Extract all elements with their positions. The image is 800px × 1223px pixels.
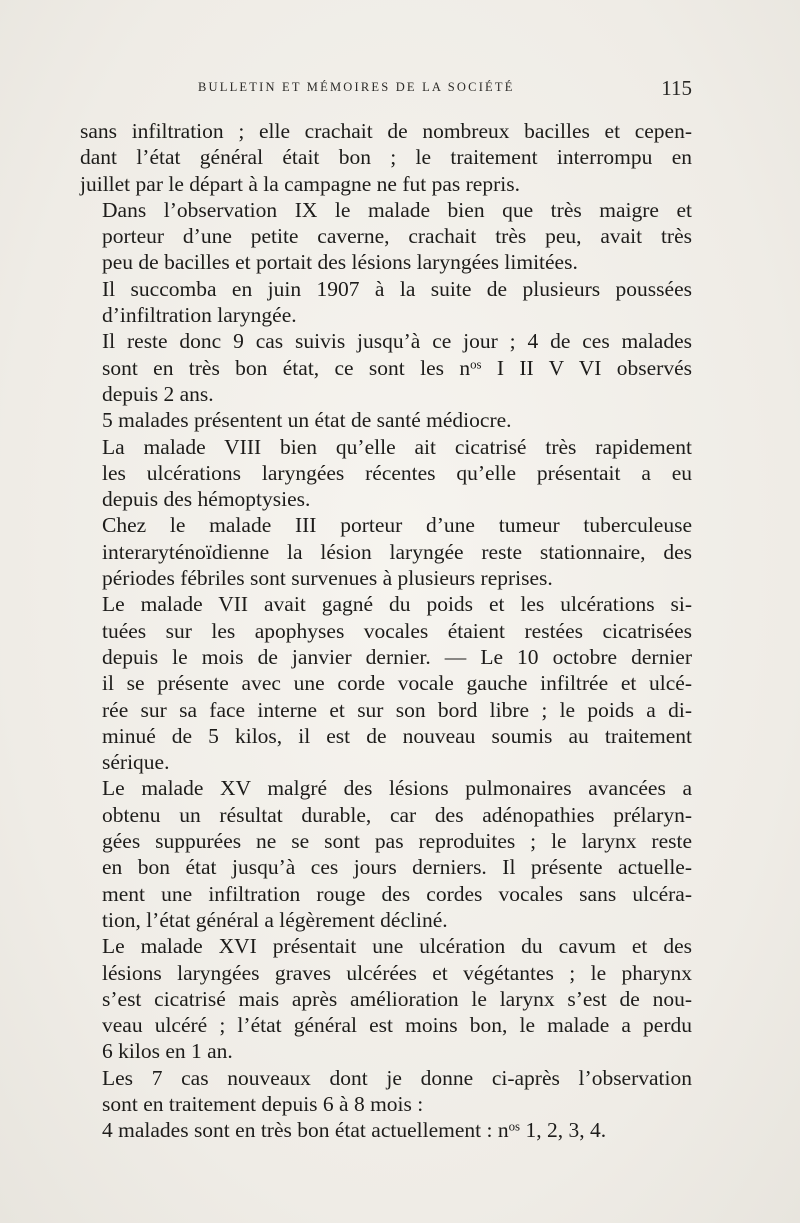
text-line: Le malade XVI présentait une ulcération du cavum et des (102, 934, 692, 959)
text-line: minué de 5 kilos, il est de nouveau soumis au traitement (102, 723, 692, 748)
paragraph (80, 775, 692, 933)
text-line: Il succomba en juin 1907 à la suite de plusieurs poussées (102, 276, 692, 301)
paragraph (80, 933, 692, 1064)
paragraph (80, 591, 692, 775)
text-line: tion, l’état général a légèrement décliné. (102, 907, 448, 932)
text-line: Le malade VII avait gagné du poids et les ulcérations si- (102, 592, 692, 617)
text-line: depuis 2 ans. (102, 381, 214, 406)
text-line: lésions laryngées graves ulcérées et végétantes ; le pharynx (102, 960, 692, 985)
text-line: Les 7 cas nouveaux dont je donne ci-après l’observation (102, 1065, 692, 1090)
text-line: Dans l’observation IX le malade bien que très maigre et (102, 197, 692, 222)
text-line: sérique. (102, 750, 170, 775)
text-line: interaryténoïdienne la lésion laryngée reste stationnaire, des (102, 539, 692, 564)
text-line: d’infiltration laryngée. (102, 303, 297, 328)
text-line: 6 kilos en 1 an. (102, 1039, 233, 1064)
text-line: s’est cicatrisé mais après amélioration le larynx s’est de nou- (102, 986, 692, 1011)
text-line: rée sur sa face interne et sur son bord libre ; le poids a di- (102, 697, 692, 722)
text-line: dant l’état général était bon ; le traitement interrompu en (80, 145, 692, 170)
text-line: ment une infiltration rouge des cordes vocales sans ulcéra- (102, 881, 692, 906)
text-line: juillet par le départ à la campagne ne fut pas repris. (80, 171, 520, 196)
text-line: sont en très bon état, ce sont les $n^{os}$ I II V VI observés (102, 355, 692, 380)
text-line: La malade VIII bien qu’elle ait cicatrisé très rapidement (102, 434, 692, 459)
text-line: peu de bacilles et portait des lésions laryngées limitées. (102, 250, 578, 275)
text-line: 5 malades présentent un état de santé médiocre. (102, 408, 512, 433)
paragraph (80, 434, 692, 513)
running-head: BULLETIN ET MÉMOIRES DE LA SOCIÉTÉ (198, 80, 515, 94)
text-line: porteur d’une petite caverne, crachait très peu, avait très (102, 224, 692, 249)
paragraph (80, 1065, 692, 1118)
paragraph (80, 1117, 692, 1143)
paragraph (80, 197, 692, 276)
paragraph (80, 512, 692, 591)
text-line: depuis des hémoptysies. (102, 487, 311, 512)
text-line: sans infiltration ; elle crachait de nombreux bacilles et cepen- (80, 119, 692, 143)
paragraph (80, 407, 692, 433)
text-line: obtenu un résultat durable, car des adénopathies prélaryn- (102, 802, 692, 827)
text-line: Il reste donc 9 cas suivis jusqu’à ce jour ; 4 de ces malades (102, 329, 692, 354)
text-line: 4 malades sont en très bon état actuellement : $n^{os}$ 1, 2, 3, 4. (102, 1118, 607, 1143)
text-line: les ulcérations laryngées récentes qu’elle présentait a eu (102, 460, 692, 485)
text-line: Chez le malade III porteur d’une tumeur tuberculeuse (102, 513, 692, 538)
text-line: il se présente avec une corde vocale gauche infiltrée et ulcé- (102, 671, 692, 696)
text-line: tuées sur les apophyses vocales étaient restées cicatrisées (102, 618, 692, 643)
text-line: depuis le mois de janvier dernier. — Le 10 octobre dernier (102, 644, 692, 669)
paragraph (80, 328, 692, 407)
text-line: veau ulcéré ; l’état général est moins bon, le malade a perdu (102, 1013, 692, 1038)
text-line: sont en traitement depuis 6 à 8 mois : (102, 1091, 424, 1116)
text-line: gées suppurées ne se sont pas reproduites ; le larynx reste (102, 829, 692, 854)
page-header (80, 76, 692, 102)
paragraph (80, 276, 692, 329)
page-number: 115 (661, 76, 692, 100)
paragraph (80, 118, 692, 197)
text-line: Le malade XV malgré des lésions pulmonaires avancées a (102, 776, 692, 801)
body-text (80, 118, 692, 1144)
text-line: périodes fébriles sont survenues à plusieurs reprises. (102, 566, 553, 591)
text-line: en bon état jusqu’à ces jours derniers. Il présente actuelle- (102, 855, 692, 880)
